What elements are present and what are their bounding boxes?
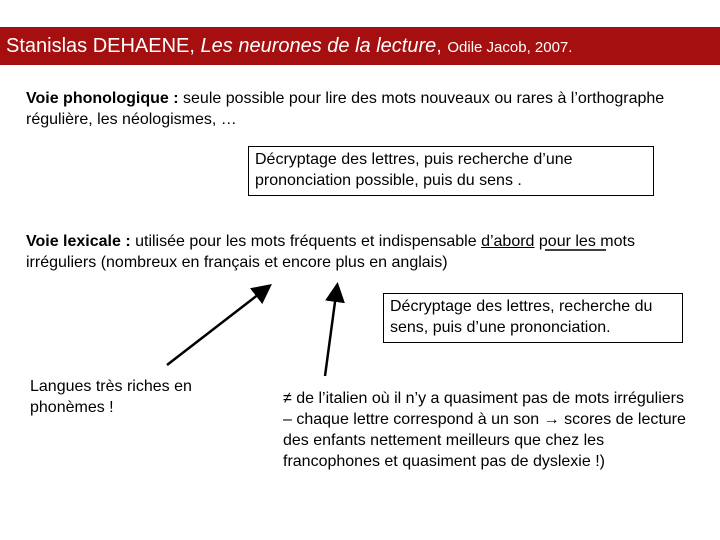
phonological-box-text: Décryptage des lettres, puis recherche d’une prononciation possible, puis du sens . <box>255 151 573 189</box>
lexical-text-after: pour les mots irréguliers (nombreux en français et encore plus en anglais) <box>26 233 635 271</box>
arrow-right <box>325 287 337 376</box>
left-note <box>30 376 230 418</box>
arrow-left <box>167 287 268 365</box>
right-note <box>283 388 693 472</box>
right-note-part2: scores de lecture des enfants nettement meilleurs que chez les francophones et quasiment pas de dyslexie !) <box>283 411 686 470</box>
right-note-part1: ≠ de l’italien où il n’y a quasiment pas de mots irréguliers – chaque lettre correspond à un son <box>283 390 684 428</box>
right-arrow-icon: → <box>543 411 560 428</box>
header-book-title: Les neurones de la lecture <box>200 35 437 57</box>
header-author: Stanislas DEHAENE, <box>6 35 201 57</box>
phonological-label: Voie phonologique : <box>26 90 179 107</box>
lexical-underlined: d’abord <box>481 233 535 250</box>
header-publisher: Odile Jacob, 2007. <box>447 39 573 56</box>
lexical-text-before: utilisée pour les mots fréquents et indispensable <box>130 233 482 250</box>
lexical-box-text: Décryptage des lettres, recherche du sens, puis d’une prononciation. <box>390 298 653 336</box>
header-separator: , <box>436 35 448 57</box>
left-note-text: Langues très riches en phonèmes ! <box>30 378 192 416</box>
phonological-text: seule possible pour lire des mots nouveaux ou rares à l’orthographe régulière, les néologismes, … <box>26 90 665 128</box>
lexical-label: Voie lexicale : <box>26 233 131 250</box>
